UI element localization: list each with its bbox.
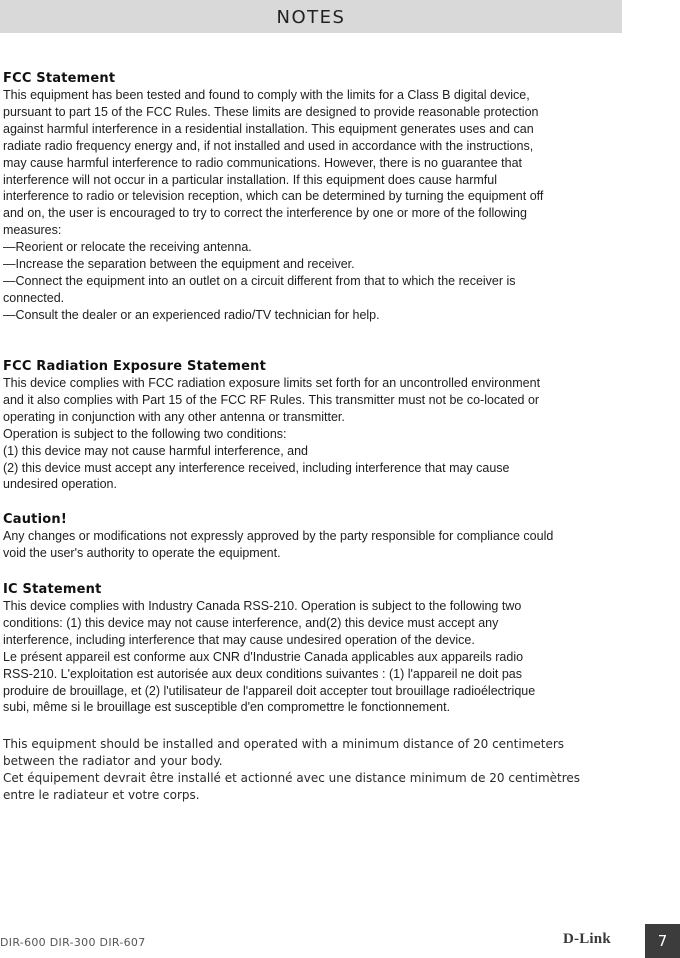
fcc-statement-section (3, 71, 633, 324)
ic-statement-body: This device complies with Industry Canada RSS-210. Operation is subject to the following two conditions: (1) this device may not cause interference, and(2) this device must accept any interference, including interference that may cause undesired operation of the device. Le présent appareil est conforme aux CNR d'Industrie Canada applicables aux appareils radio RSS-210. L'exploitation est autorisée aux deux conditions suivantes : (1) l'appareil ne doit pas produire de brouillage, et (2) l'utilisateur de l'appareil doit accepter tout brouillage radioélectrique subi, même si le brouillage est susceptible d'en compromettre le fonctionnement. (3, 599, 536, 715)
dlink-logo: D-Link (563, 931, 611, 947)
caution-section (3, 512, 633, 562)
distance-section (3, 736, 633, 804)
footer-model-list: DIR-600 DIR-300 DIR-607 (0, 936, 146, 949)
page-title: NOTES (276, 7, 346, 28)
fcc-radiation-heading: FCC Radiation Exposure Statement (3, 359, 267, 374)
caution-heading: Caution! (3, 512, 67, 527)
ic-statement-section (3, 582, 633, 716)
distance-french: Cet équipement devrait être installé et actionné avec une distance minimum de 20 centimètres entre le radiateur et votre corps. (3, 771, 581, 802)
caution-body: Any changes or modifications not expressly approved by the party responsible for compliance could void the user's authority to operate the equipment. (3, 529, 554, 560)
fcc-radiation-section (3, 359, 633, 493)
header-bar (0, 0, 622, 33)
page-number-box (645, 924, 680, 958)
distance-english: This equipment should be installed and operated with a minimum distance of 20 centimeters between the radiator and your body. (3, 737, 565, 768)
fcc-statement-body: This equipment has been tested and found to comply with the limits for a Class B digital device, pursuant to part 15 of the FCC Rules. These limits are designed to provide reasonable protection against harmful interference in a residential installation. This equipment generates uses and can radiate radio frequency energy and, if not installed and used in accordance with the instructions, may cause harmful interference to radio communications. However, there is no guarantee that interference will not occur in a particular installation. If this equipment does cause harmful interference to radio or television reception, which can be determined by turning the equipment off and on, the user is encouraged to try to correct the interference by one or more of the following measures: —Reorient or relocate the receiving antenna. —Increase the separation between the equipment and receiver. —Connect the equipment into an outlet on a circuit different from that to which the receiver is connected. —Consult the dealer or an experienced radio/TV technician for help. (3, 88, 544, 322)
ic-statement-heading: IC Statement (3, 582, 102, 597)
fcc-statement-heading: FCC Statement (3, 71, 116, 86)
fcc-radiation-body: This device complies with FCC radiation exposure limits set forth for an uncontrolled environment and it also complies with Part 15 of the FCC RF Rules. This transmitter must not be co-located or operating in conjunction with any other antenna or transmitter. Operation is subject to the following two conditions: (1) this device may not cause harmful interference, and (2) this device must accept any interference received, including interference that may cause undesired operation. (3, 376, 541, 492)
page-number: 7 (657, 932, 668, 950)
